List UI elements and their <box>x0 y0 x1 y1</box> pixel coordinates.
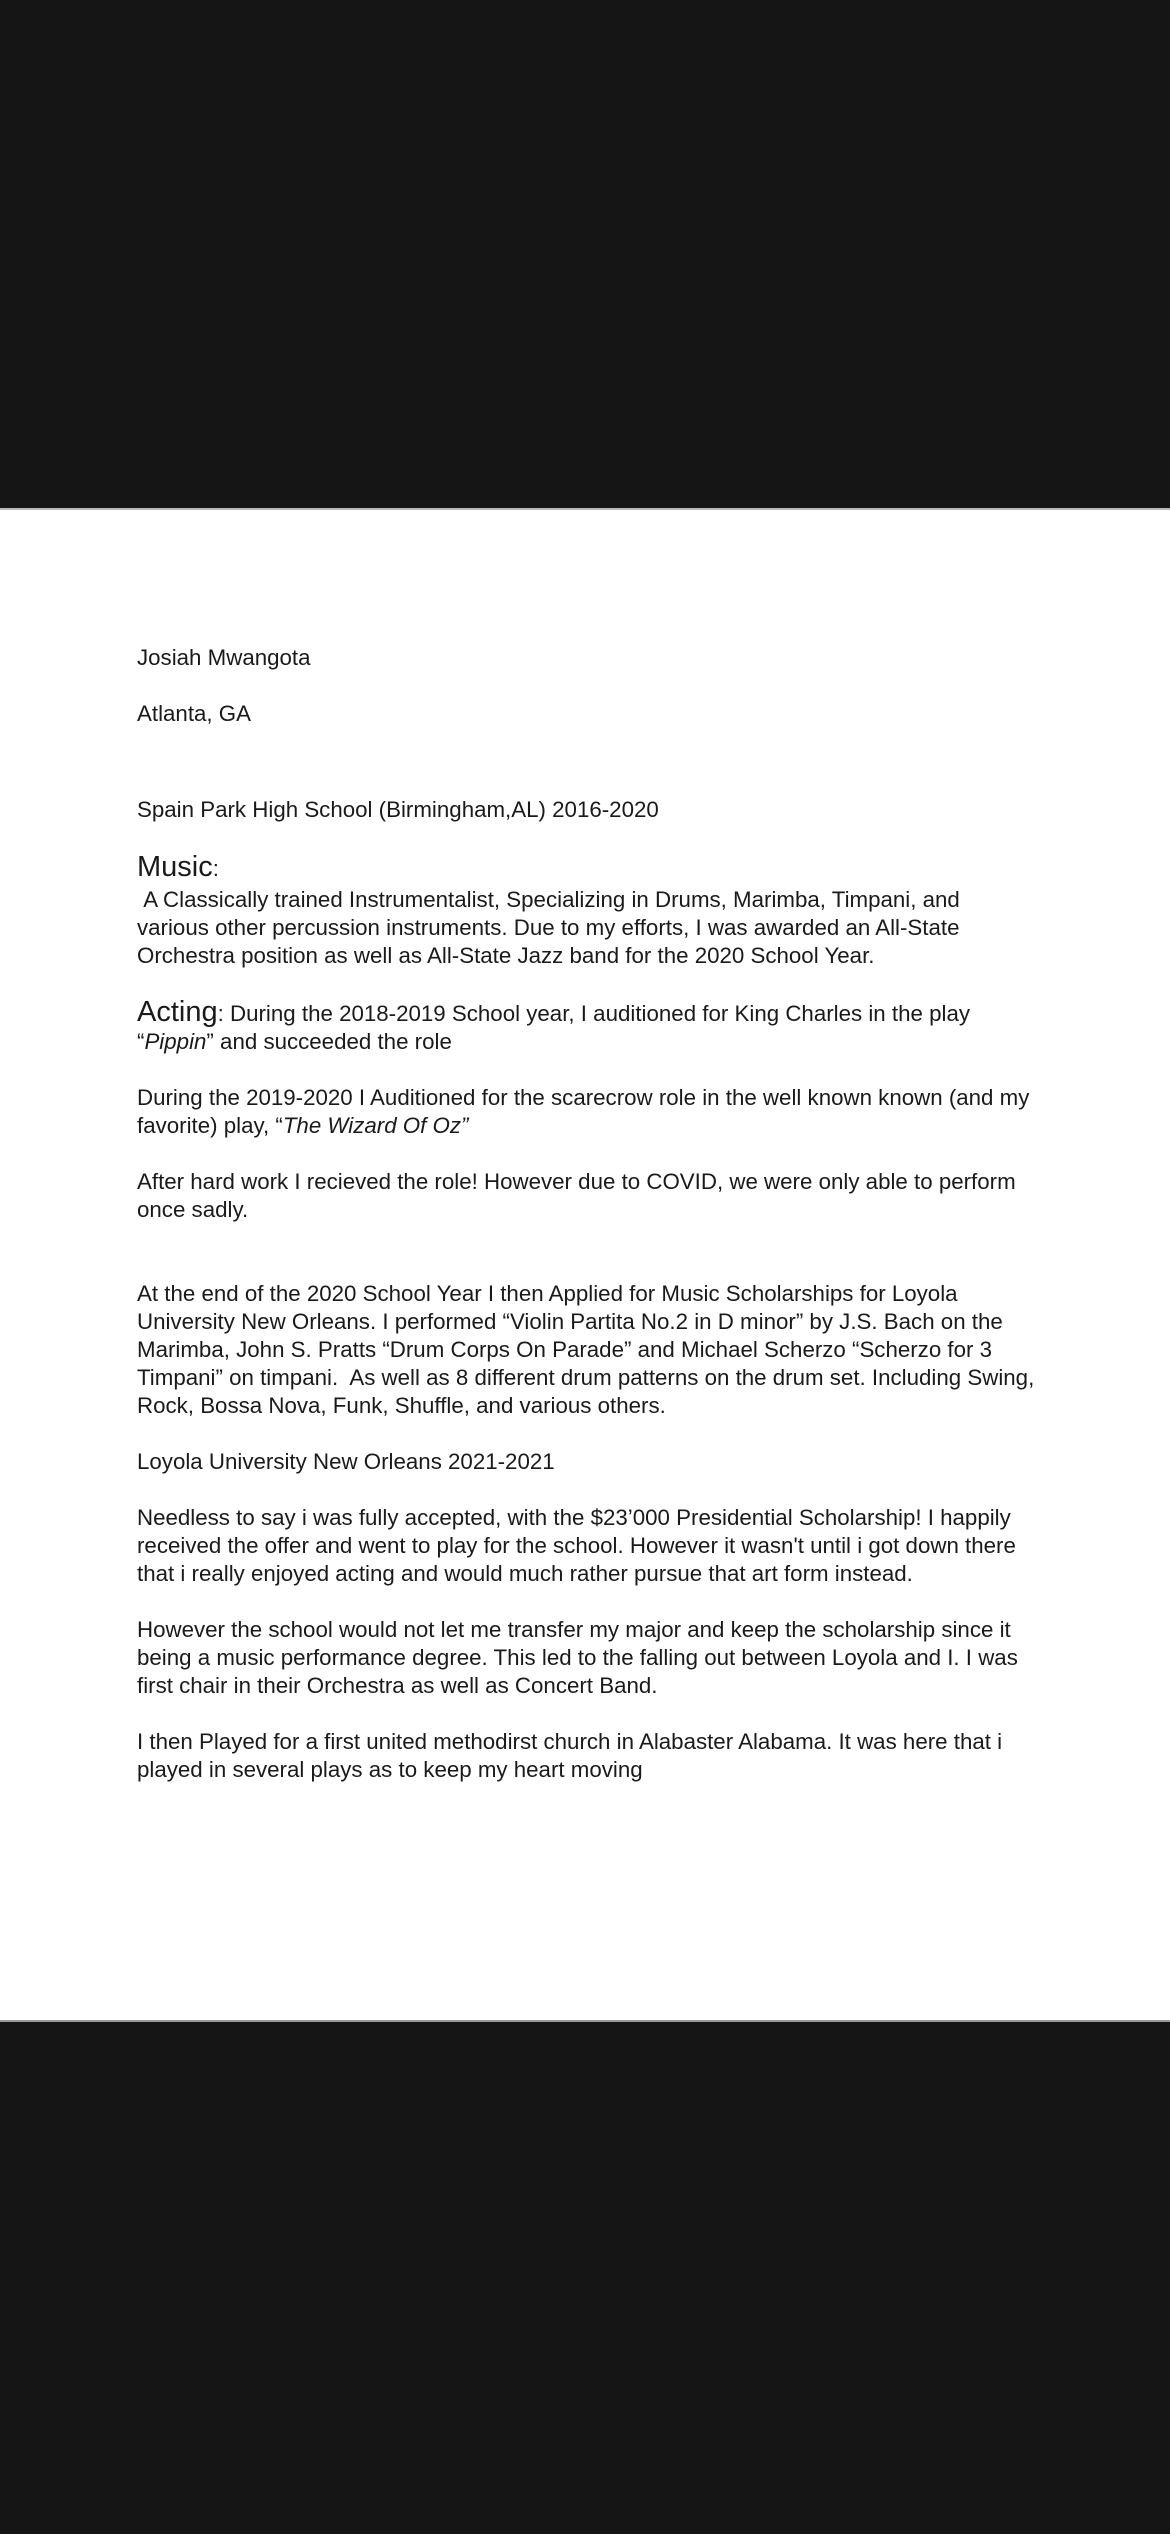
accepted-paragraph: Needless to say i was fully accepted, with the $23’000 Presidential Scholarship! I happily received the offer and went to play for the school. However it wasn't until i got down there that i really enjoyed acting and would much rather pursue that art form instead. <box>137 1505 1016 1586</box>
covid-paragraph: After hard work I recieved the role! However due to COVID, we were only able to perform once sadly. <box>137 1169 1016 1222</box>
author-location: Atlanta, GA <box>137 701 252 726</box>
music-heading-colon: : <box>212 856 219 881</box>
wizard-paragraph <box>137 1084 1037 1140</box>
author-name: Josiah Mwangota <box>137 645 311 670</box>
wizard-title: The Wizard Of Oz” <box>282 1113 469 1138</box>
acting-paragraph <box>137 998 1037 1056</box>
top-dark-band <box>0 0 1170 510</box>
pippin-title: Pippin <box>144 1029 207 1054</box>
wizard-text-pre: During the 2019-2020 I Auditioned for the scarecrow role in the well known known (and my favorite) play, “ <box>137 1085 1030 1138</box>
document-page <box>137 644 1041 1784</box>
church-paragraph: I then Played for a first united methodirst church in Alabaster Alabama. It was here that i played in several plays as to keep my heart moving <box>137 1729 1003 1782</box>
acting-text-post: ” and succeeded the role <box>206 1029 452 1054</box>
music-heading-text: Music <box>137 851 213 883</box>
acting-text-pre: : During the 2018-2019 School year, I auditioned for King Charles in the play “ <box>137 1001 970 1054</box>
bottom-dark-band <box>0 2020 1170 2534</box>
scholarship-paragraph: At the end of the 2020 School Year I then Applied for Music Scholarships for Loyola University New Orleans. I performed “Violin Partita No.2 in D minor” by J.S. Bach on the Marimba, John S. Pratts “Drum Corps On Parade” and Michael Scherzo “Scherzo for 3 Timpani” on timpani. As well as 8 different drum patterns on the drum set. Including Swing, Rock, Bossa Nova, Funk, Shuffle, and various others. <box>137 1281 1041 1418</box>
music-heading <box>137 850 1037 886</box>
music-paragraph: A Classically trained Instrumentalist, Specializing in Drums, Marimba, Timpani, and various other percussion instruments. Due to my efforts, I was awarded an All-State Orchestra position as well as All-State Jazz band for the 2020 School Year. <box>137 887 967 968</box>
high-school-line: Spain Park High School (Birmingham,AL) 2016-2020 <box>137 797 659 822</box>
transfer-paragraph: However the school would not let me transfer my major and keep the scholarship since it being a music performance degree. This led to the falling out between Loyola and I. I was first chair in their Orchestra as well as Concert Band. <box>137 1617 1018 1698</box>
loyola-line: Loyola University New Orleans 2021-2021 <box>137 1449 555 1474</box>
acting-heading: Acting <box>137 996 218 1028</box>
